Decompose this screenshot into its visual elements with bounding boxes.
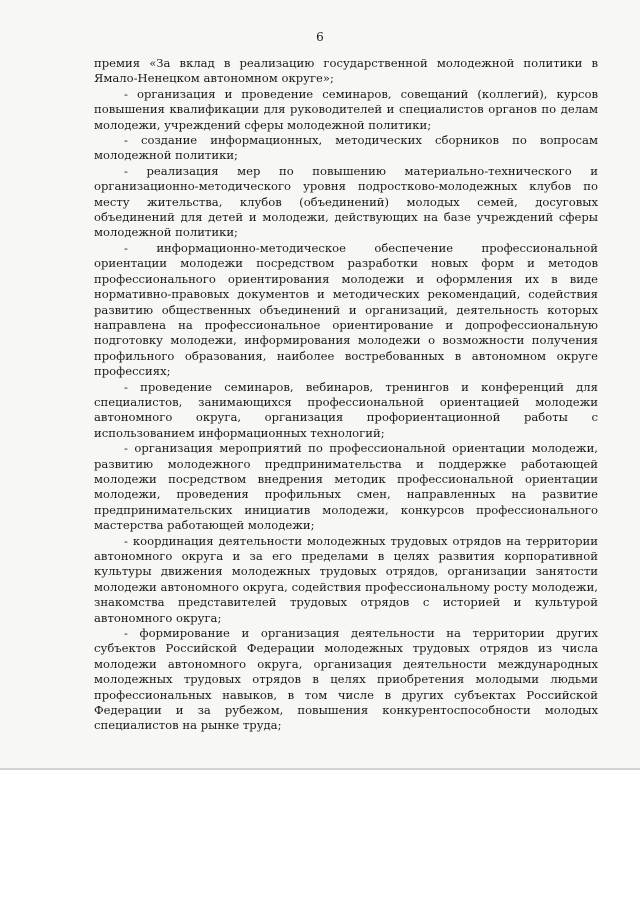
page-number: 6 — [316, 30, 324, 44]
list-item: - создание информационных, методических сборников по вопросам молодежной политики; — [94, 133, 598, 163]
list-item: - информационно-методическое обеспечение профессиональной ориентации молодежи посредством разработки новых форм и методов профессионального ориентирования молодежи и оформления их в виде нормативно-правовых документов и методических рекомендаций, содействия развитию общественных объединений и организаций, деятельность которых направлена на профессиональное ориентирование и допрофессиональную подготовку молодежи, информирования молодежи о возможности получения профильного образования, наиболее востребованных в автономном округе профессиях; — [94, 240, 598, 379]
list-item: - организация мероприятий по профессиональной ориентации молодежи, развитию молодежного предпринимательства и поддержке работающей молодежи посредством внедрения методик профессиональной ориентации молодежи, проведения профильных смен, направленных на развитие предпринимательских инициатив молодежи, конкурсов профессионального мастерства работающей молодежи; — [94, 441, 598, 533]
list-item: - реализация мер по повышению материально-технического и организационно-методического уровня подростково-молодежных клубов по месту жительства, клубов (объединений) молодых семей, досуговых объединений для детей и молодежи, действующих на базе учреждений сферы молодежной политики; — [94, 163, 598, 240]
list-item: - формирование и организация деятельности на территории других субъектов Российской Федерации молодежных трудовых отрядов из числа молодежи автономного округа, организация деятельности международных молодежных трудовых отрядов в целях приобретения молодыми людьми профессиональных навыков, в том числе в других субъектах Российской Федерации и за рубежом, повышения конкурентоспособности молодых специалистов на рынке труда; — [94, 626, 598, 733]
document-body — [94, 56, 598, 734]
list-item: - организация и проведение семинаров, совещаний (коллегий), курсов повышения квалификации для руководителей и специалистов органов по делам молодежи, учреждений сферы молодежной политики; — [94, 86, 598, 132]
list-item: - проведение семинаров, вебинаров, тренингов и конференций для специалистов, занимающихся профессиональной ориентацией молодежи автономного округа, организация профориентационной работы с использованием информационных технологий; — [94, 379, 598, 440]
list-item: - координация деятельности молодежных трудовых отрядов на территории автономного округа и за его пределами в целях развития корпоративной культуры движения молодежных трудовых отрядов, организации занятости молодежи автономного округа, содействия профессиональному росту молодежи, знакомства представителей трудовых отрядов с историей и культурой автономного округа; — [94, 533, 598, 625]
paragraph-continuation: премия «За вклад в реализацию государственной молодежной политики в Ямало-Ненецком автономном округе»; — [94, 56, 598, 86]
